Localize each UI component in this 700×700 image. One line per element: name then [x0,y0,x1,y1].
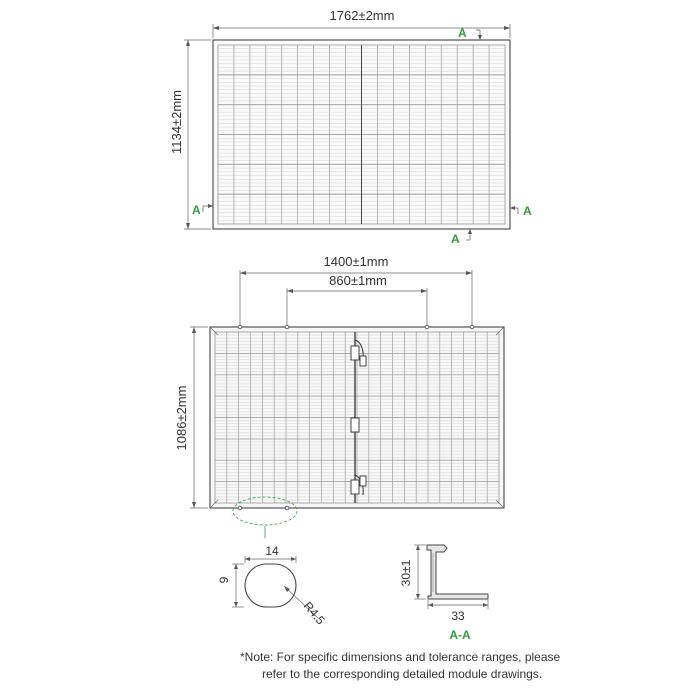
section-aa-detail [399,545,488,642]
section-width-label: 33 [451,609,465,623]
section-mark-label: A [458,26,467,40]
back-height-label: 1086±2mm [174,385,189,451]
section-marker-left [192,203,213,217]
top-height-dimension [169,40,211,229]
junction-box [360,476,366,486]
section-mark-label: A [451,232,460,246]
hole-detail [217,544,328,628]
back-height-dimension [174,327,208,508]
mount-outer-dimension [240,254,472,325]
note-line-2: refer to the corresponding detailed module drawings. [262,667,543,681]
back-view [174,254,504,538]
drawing-note [240,649,660,683]
hole-radius-label: R4.5 [300,598,328,628]
junction-box [360,356,366,366]
top-height-label: 1134±2mm [169,90,184,154]
section-mark-label: A [192,203,201,217]
mount-outer-label: 1400±1mm [323,254,389,269]
section-height-label: 30±1 [399,559,413,587]
section-marker-right [510,204,532,218]
section-marker-bottom [451,229,472,246]
section-mark-label: A [523,204,532,218]
mount-inner-label: 860±1mm [329,273,387,288]
mount-inner-dimension [287,273,427,325]
note-line-1: *Note: For specific dimensions and tolerance ranges, please [240,650,561,664]
hole-slot-shape [245,564,296,607]
frame-profile-shape [427,545,488,599]
top-width-label: 1762±2mm [329,8,395,23]
junction-box [351,346,359,360]
top-view [169,8,532,246]
hole-height-label: 9 [217,576,231,584]
section-aa-label: A-A [449,628,471,642]
hole-width-label: 14 [265,544,279,558]
junction-box [351,480,359,494]
junction-box [351,418,359,432]
